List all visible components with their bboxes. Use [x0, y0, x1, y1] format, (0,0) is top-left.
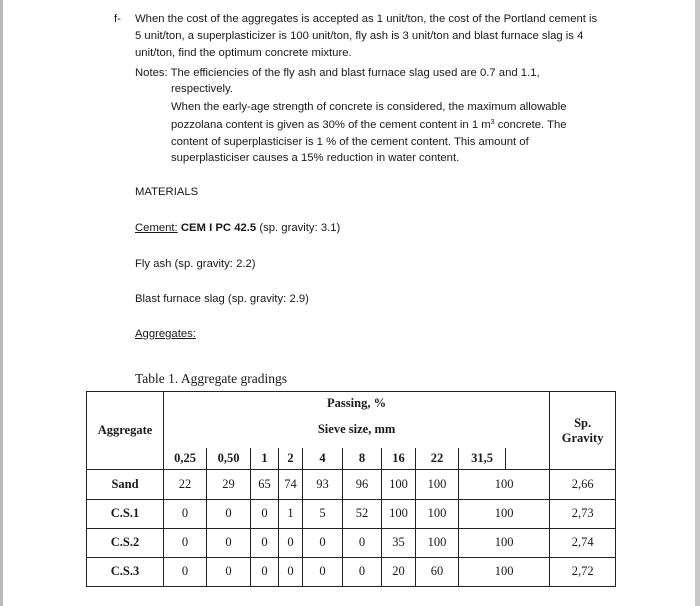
notes-para-line-1: When the early-age strength of concrete is considered, the maximum allowable [171, 101, 567, 113]
cell: 93 [303, 470, 343, 499]
cell: 65 [251, 470, 279, 499]
cement-label: Cement: [135, 222, 178, 234]
cell: 100 [382, 499, 416, 528]
sp-gravity: 2,66 [550, 470, 616, 499]
notes-para-line-4: superplasticiser causes a 15% reduction in water content. [171, 152, 460, 164]
notes-line-1: Notes: The efficiencies of the fly ash and blast furnace slag used are 0.7 and 1.1, [135, 67, 540, 79]
sp-gravity: 2,73 [550, 499, 616, 528]
cell: 0 [343, 557, 382, 586]
sieve-size: 4 [303, 448, 343, 470]
row-name: C.S.1 [87, 499, 164, 528]
question-line-1: When the cost of the aggregates is accepted as 1 unit/ton, the cost of the Portland cement is [135, 13, 598, 25]
cell: 52 [343, 499, 382, 528]
slag-line: Blast furnace slag (sp. gravity: 2.9) [135, 293, 309, 305]
sieve-label: Sieve size, mm [317, 422, 396, 436]
sieve-size: 31,5 [459, 448, 506, 470]
aggregate-header: Aggregate [87, 392, 164, 470]
superscript-3: 3 [490, 119, 495, 126]
cell: 35 [382, 528, 416, 557]
cell: 0 [279, 557, 303, 586]
sieve-size: 2 [279, 448, 303, 470]
sieve-size-spacer [506, 448, 550, 470]
notes-line-2: respectively. [171, 83, 233, 95]
row-name: C.S.2 [87, 528, 164, 557]
cell: 29 [207, 470, 251, 499]
question-line-2: 5 unit/ton, a superplasticizer is 100 unit/ton, fly ash is 3 unit/ton and blast furnace slag is 4 [135, 30, 584, 42]
cell: 0 [251, 557, 279, 586]
cell: 0 [303, 557, 343, 586]
notes-para-line-2: pozzolana content is given as 30% of the cement content in 1 $m^3$ concrete. The [171, 119, 567, 131]
left-page-edge [0, 0, 3, 606]
cell: 96 [343, 470, 382, 499]
aggregate-gradings-table [86, 391, 616, 587]
materials-heading: MATERIALS [135, 186, 199, 198]
sp-gravity-header: Sp. Gravity [550, 392, 616, 470]
cell: 0 [251, 528, 279, 557]
passing-label: Passing, % [327, 396, 387, 410]
cell: 100 [416, 528, 459, 557]
cell: 0 [251, 499, 279, 528]
sieve-size: 16 [382, 448, 416, 470]
cell: 60 [416, 557, 459, 586]
row-name: Sand [87, 470, 164, 499]
sieve-size: 0,25 [164, 448, 207, 470]
table-caption: Table 1. Aggregate gradings [135, 371, 288, 386]
cell: 100 [382, 470, 416, 499]
question-line-3: unit/ton, find the optimum concrete mixture. [135, 47, 352, 59]
notes-para-line-3: content of superplasticiser is 1 % of the cement content. This amount of [171, 136, 529, 148]
right-page-edge [695, 0, 700, 606]
table-row [87, 557, 616, 586]
passing-header [164, 392, 550, 448]
cell: 100 [459, 499, 550, 528]
cell: 0 [164, 528, 207, 557]
header-row-1 [87, 392, 616, 448]
table-row [87, 528, 616, 557]
cell: 100 [416, 470, 459, 499]
cell: 22 [164, 470, 207, 499]
cell: 0 [303, 528, 343, 557]
sp-gravity: 2,72 [550, 557, 616, 586]
table-row [87, 499, 616, 528]
sieve-size: 1 [251, 448, 279, 470]
sp-gravity: 2,74 [550, 528, 616, 557]
row-name: C.S.3 [87, 557, 164, 586]
table-row [87, 470, 616, 499]
cell: 1 [279, 499, 303, 528]
sieve-size: 8 [343, 448, 382, 470]
sieve-size: 22 [416, 448, 459, 470]
cell: 0 [164, 499, 207, 528]
cell: 5 [303, 499, 343, 528]
fly-ash-line: Fly ash (sp. gravity: 2.2) [135, 258, 256, 270]
cell: 0 [207, 528, 251, 557]
cell: 0 [164, 557, 207, 586]
cell: 100 [416, 499, 459, 528]
cell: 100 [459, 528, 550, 557]
question-label: f- [114, 13, 121, 25]
sieve-size: 0,50 [207, 448, 251, 470]
cell: 100 [459, 470, 550, 499]
cell: 74 [279, 470, 303, 499]
cell: 0 [343, 528, 382, 557]
cell: 0 [207, 557, 251, 586]
cement-name: CEM I PC 42.5 [180, 222, 257, 234]
aggregates-label: Aggregates: [135, 328, 196, 340]
cement-line: Cement: CEM I PC 42.5 (sp. gravity: 3.1) [135, 222, 341, 234]
cell: 100 [459, 557, 550, 586]
cell: 20 [382, 557, 416, 586]
cell: 0 [207, 499, 251, 528]
sieve-size-row [87, 448, 616, 470]
cell: 0 [279, 528, 303, 557]
